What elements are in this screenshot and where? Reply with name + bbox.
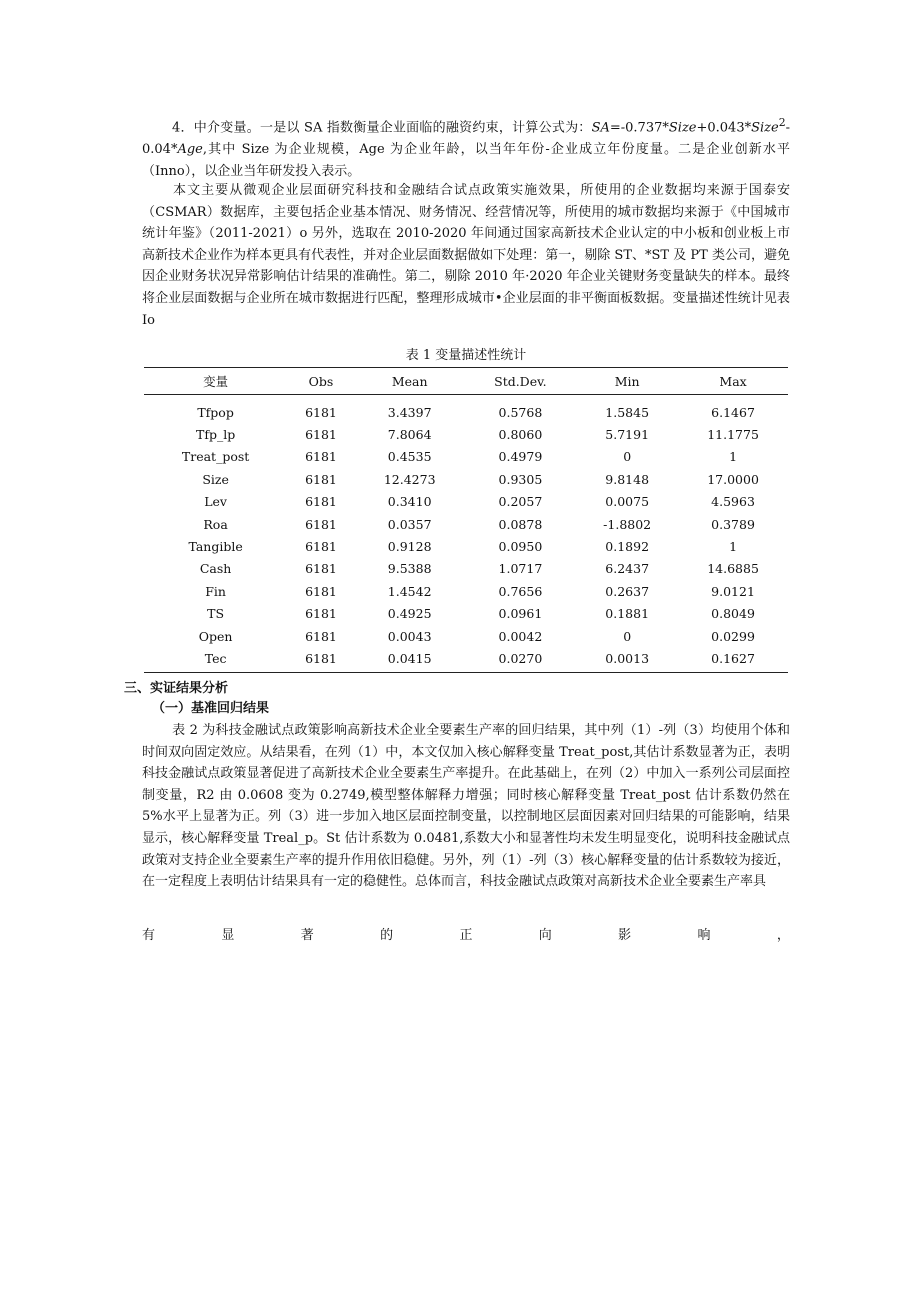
table-cell: 6181 [287, 647, 355, 672]
line-char: 响 [697, 928, 711, 943]
descriptive-statistics-table [144, 367, 788, 673]
table-cell: 0.9305 [498, 471, 543, 487]
table-cell: 0.0075 [605, 494, 650, 510]
table-cell: 6.1467 [711, 404, 755, 420]
table-row [144, 423, 788, 445]
table-cell: 6181 [305, 449, 337, 465]
table-cell: Size [202, 471, 229, 487]
table-cell: 0.0043 [387, 628, 432, 644]
line-char: 正 [459, 928, 473, 943]
table-cell: 3.4397 [387, 404, 432, 420]
table-cell: 12.4273 [383, 471, 436, 487]
table-cell: 0.3789 [711, 516, 755, 532]
table-cell: 17.0000 [707, 471, 759, 487]
table-cell: 7.8064 [387, 427, 432, 443]
table-cell: 0.0299 [711, 628, 755, 644]
table-row [144, 395, 788, 424]
table-cell: 1.4542 [387, 583, 432, 599]
table-cell: Roa [203, 516, 228, 532]
table-cell: 0.0270 [465, 647, 577, 672]
table-cell: 6181 [305, 606, 337, 622]
table-cell: 1.5845 [605, 404, 650, 420]
table-1-caption: 表 1 变量描述性统计 [405, 348, 527, 363]
table-cell: 9.8148 [605, 471, 650, 487]
table-cell: 6.2437 [605, 561, 650, 577]
table-cell: 6181 [305, 561, 337, 577]
table-cell: 6181 [305, 628, 337, 644]
table-cell: Open [198, 628, 233, 644]
table-cell: 1 [729, 539, 738, 555]
table-cell: Fin [205, 583, 226, 599]
table-row [144, 603, 788, 625]
table-cell: Tec [144, 647, 287, 672]
table-cell: 5.7191 [605, 427, 650, 443]
line-char: 有 [142, 928, 156, 943]
table-cell: 0.8060 [498, 427, 543, 443]
table-cell: 0.7656 [498, 583, 543, 599]
table-cell: 6181 [305, 427, 337, 443]
table-cell: 0.3410 [387, 494, 432, 510]
table-row [144, 513, 788, 535]
table-cell: 0.0042 [498, 628, 543, 644]
table-cell: 4.5963 [711, 494, 755, 510]
table-cell: 1.0717 [498, 561, 543, 577]
header-variable: 变量 [144, 368, 287, 395]
line-char: 向 [538, 928, 552, 943]
table-cell: 0.1881 [605, 606, 650, 622]
table-header-row [144, 368, 788, 395]
line-char: 著 [300, 928, 314, 943]
table-cell: Cash [199, 561, 232, 577]
table-cell: 0.0013 [576, 647, 678, 672]
header-min: Min [576, 368, 678, 395]
justified-last-line [142, 925, 790, 947]
table-cell: 0.5768 [498, 404, 543, 420]
header-mean: Mean [355, 368, 465, 395]
data-source-paragraph: 本文主要从微观企业层面研究科技和金融结合试点政策实施效果，所使用的企业数据均来源于国泰安（CSMAR）数据库，主要包括企业基本情况、财务情况、经营情况等，所使用的城市数据均来源于《中国城市统计年鉴》（2011-2021）o 另外，选取在 2010-2020 年间通过国家高新技术企业认定的中小板和创业板上市高新技术企业作为样本更具有代表性，并对企业层面数据做如下处理：第一，剔除 ST、*ST 及 PT 类公司，避免因企业财务状况异常影响估计结果的准确性。第二，剔除 2010 年·2020 年企业关键财务变量缺失的样本。最终将企业层面数据与企业所在城市数据进行匹配，整理形成城市•企业层面的非平衡面板数据。变量描述性统计见表 Io [142, 183, 790, 328]
table-cell: 6181 [305, 516, 337, 532]
table-cell: 9.0121 [711, 583, 755, 599]
mediator-variable-paragraph: 4．中介变量。一是以 SA 指数衡量企业面临的融资约束，计算公式为：SA=-0.737*Size+0.043*Size$^2$-0.04*Age,其中 Size 为企业规模，Age 为企业年龄，以当年年份-企业成立年份度量。二是企业创新水平（Inno），以企业当年研发投入表示。 [142, 116, 790, 179]
baseline-results-paragraph: 表 2 为科技金融试点政策影响高新技术企业全要素生产率的回归结果，其中列（1）-列（3）均使用个体和时间双向固定效应。从结果看，在列（1）中，本文仅加入核心解释变量 Treat_post,其估计系数显著为正，表明科技金融试点政策显著促进了高新技术企业全要素生产率提升。在此基础上，在列（2）中加入一系列公司层面控制变量，R2 由 0.0608 变为 0.2749,模型整体解释力增强；同时核心解释变量 Treat_post 估计系数仍然在 5%水平上显著为正。列（3）进一步加入地区层面控制变量，以控制地区层面因素对回归结果的可能影响，结果显示，核心解释变量 Treal_p。St 估计系数为 0.0481,系数大小和显著性均未发生明显变化，说明科技金融试点政策对支持企业全要素生产率的提升作用依旧稳健。另外，列（1）-列（3）核心解释变量的估计系数较为接近，在一定程度上表明估计结果具有一定的稳健性。总体而言，科技金融试点政策对高新技术企业全要素生产率具 [142, 723, 790, 890]
table-cell: 0.4925 [387, 606, 432, 622]
table-cell: Lev [204, 494, 227, 510]
table-cell: 6181 [305, 404, 337, 420]
table-cell: 0 [623, 628, 632, 644]
line-char: ， [776, 928, 790, 943]
table-cell: Tfpop [197, 404, 234, 420]
table-cell: 0.0357 [387, 516, 432, 532]
table-cell: 0.0878 [498, 516, 543, 532]
table-cell: 11.1775 [707, 427, 759, 443]
table-cell: TS [207, 606, 225, 622]
section-title: 三、实证结果分析 [124, 681, 229, 696]
table-cell: 0 [623, 449, 632, 465]
table-cell: 6181 [305, 583, 337, 599]
table-row [144, 647, 788, 672]
table-cell: Tfp_lp [195, 427, 236, 443]
line-char: 显 [221, 928, 235, 943]
table-cell: 0.1627 [678, 647, 788, 672]
table-cell: 0.4979 [498, 449, 543, 465]
table-cell: 6181 [305, 471, 337, 487]
table-cell: 1 [729, 449, 738, 465]
table-cell: 6181 [305, 494, 337, 510]
table-row [144, 625, 788, 647]
table-cell: 0.8049 [711, 606, 755, 622]
table-cell: 0.2637 [605, 583, 650, 599]
table-row [144, 535, 788, 557]
table-row [144, 580, 788, 602]
header-std-dev: Std.Dev. [465, 368, 577, 395]
table-cell: 0.9128 [387, 539, 432, 555]
table-cell: -1.8802 [603, 516, 652, 532]
table-cell: 14.6885 [707, 561, 759, 577]
table-cell: 9.5388 [387, 561, 432, 577]
table-cell: Tangible [188, 539, 243, 555]
table-cell: 0.1892 [605, 539, 650, 555]
table-cell: Treat_post [181, 449, 250, 465]
header-obs: Obs [287, 368, 355, 395]
table-cell: 0.4535 [387, 449, 432, 465]
table-row [144, 491, 788, 513]
header-max: Max [678, 368, 788, 395]
table-cell: 0.2057 [498, 494, 543, 510]
table-cell: 6181 [305, 539, 337, 555]
subsection-title: （一）基准回归结果 [152, 701, 270, 716]
table-row [144, 446, 788, 468]
table-cell: 0.0950 [498, 539, 543, 555]
line-char: 影 [618, 928, 632, 943]
line-char: 的 [380, 928, 394, 943]
table-cell: 0.0961 [498, 606, 543, 622]
table-row [144, 468, 788, 490]
table-cell: 0.0415 [355, 647, 465, 672]
table-row [144, 558, 788, 580]
